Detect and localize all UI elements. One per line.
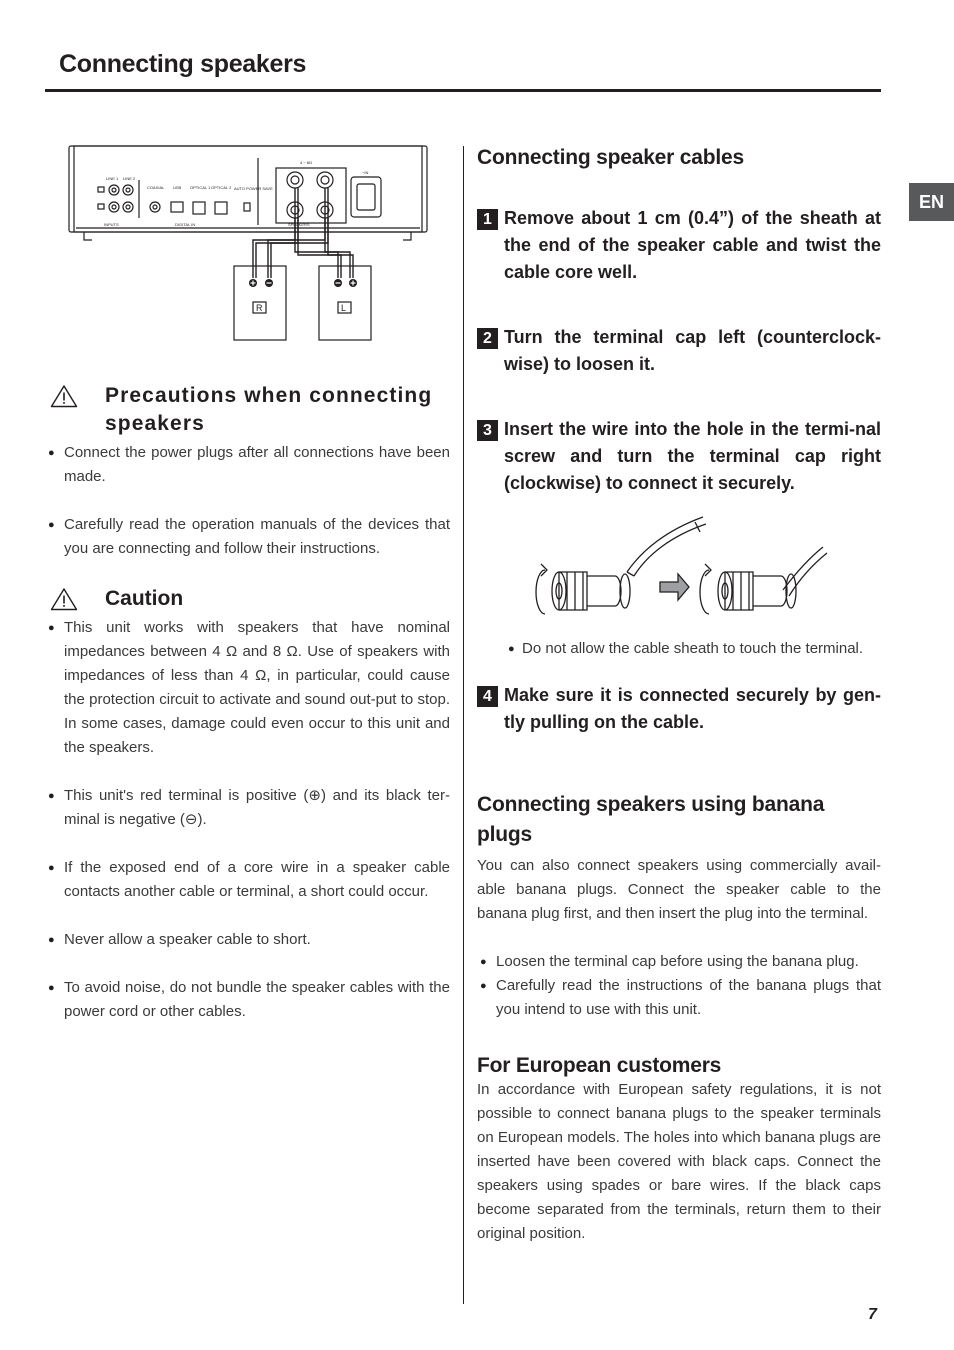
list-item: ● Carefully read the operation manuals of the devices that you are connecting and follow their instructions. xyxy=(48,513,450,561)
svg-text:OPTICAL 1: OPTICAL 1 xyxy=(190,185,211,190)
step-number: 1 xyxy=(477,209,498,230)
step-3 xyxy=(477,416,881,497)
banana-plugs-text: You can also connect speakers using commercially avail-able banana plugs. Connect the speaker cable to the banana plug first, and then insert the plug into the terminal. xyxy=(477,857,881,922)
european-customers-heading: For European customers xyxy=(477,1054,722,1077)
svg-text:SPEAKERS: SPEAKERS xyxy=(288,222,310,227)
list-item: ● Connect the power plugs after all connections have been made. xyxy=(48,441,450,489)
svg-text:INPUTS: INPUTS xyxy=(104,222,119,227)
caution-header xyxy=(48,585,450,613)
svg-text:LINE 2: LINE 2 xyxy=(123,176,136,181)
svg-text:L: L xyxy=(341,303,347,313)
list-item: ● Loosen the terminal cap before using the banana plug. xyxy=(480,950,881,974)
step-text: Insert the wire into the hole in the termi-nal screw and turn the terminal cap right (clockwise) to connect it securely. xyxy=(504,419,881,493)
step-number: 4 xyxy=(477,686,498,707)
step-4 xyxy=(477,682,881,736)
caution-list xyxy=(48,616,450,1024)
list-item: ● Carefully read the instructions of the banana plugs that you intend to use with this unit. xyxy=(480,974,881,1022)
step-number: 3 xyxy=(477,420,498,441)
banana-plugs-heading: Connecting speakers using banana plugs xyxy=(477,793,825,846)
page-title: Connecting speakers xyxy=(59,50,307,78)
precautions-list xyxy=(48,441,450,561)
precautions-heading: Precautions when connecting speakers xyxy=(105,384,433,435)
svg-text:R: R xyxy=(256,303,263,313)
banana-plugs-list xyxy=(477,950,881,1022)
svg-text:AUTO POWER SAVE: AUTO POWER SAVE xyxy=(234,186,273,191)
column-divider xyxy=(463,146,464,1304)
list-item: ● This unit's red terminal is positive (⊕) and its black ter-minal is negative (⊖). xyxy=(48,784,450,832)
list-item: ● This unit works with speakers that have nominal impedances between 4 Ω and 8 Ω. Use of speakers with impedances of less than 4 Ω, in particular, could cause the protection circuit to activate and sound out-put to stop. In some cases, damage could even occur to this unit and the speakers. xyxy=(48,616,450,760)
list-item: ● If the exposed end of a core wire in a speaker cable contacts another cable or terminal, a short could occur. xyxy=(48,856,450,904)
warning-icon xyxy=(50,587,78,611)
step-text: Remove about 1 cm (0.4”) of the sheath at the end of the speaker cable and twist the cable core well. xyxy=(504,208,881,282)
list-item: ● To avoid noise, do not bundle the speaker cables with the power cord or other cables. xyxy=(48,976,450,1024)
right-column xyxy=(477,140,881,1246)
step-text: Turn the terminal cap left (counterclock-wise) to loosen it. xyxy=(504,327,881,374)
svg-text:COAXIAL: COAXIAL xyxy=(147,185,165,190)
rear-panel-diagram xyxy=(48,140,450,345)
step-text: Make sure it is connected securely by gen-tly pulling on the cable. xyxy=(504,685,881,732)
european-customers-text: In accordance with European safety regulations, it is not possible to connect banana plugs to the speaker terminals on European models. The holes into which banana plugs are inserted have been covered with black caps. Connect the speakers using spades or bare wires. If the black caps become separated from the terminals, return them to their original position. xyxy=(477,1081,881,1242)
list-item: ● Do not allow the cable sheath to touch the terminal. xyxy=(508,637,881,661)
page-number: 7 xyxy=(868,1306,877,1323)
warning-icon xyxy=(50,384,78,408)
svg-text:OPTICAL 2: OPTICAL 2 xyxy=(211,185,232,190)
step-number: 2 xyxy=(477,328,498,349)
svg-text:~IN: ~IN xyxy=(362,170,369,175)
language-tab: EN xyxy=(909,183,954,221)
caution-heading: Caution xyxy=(105,587,184,610)
list-item: ● Never allow a speaker cable to short. xyxy=(48,928,450,952)
svg-text:4 ~ 8Ω: 4 ~ 8Ω xyxy=(300,160,312,165)
left-column xyxy=(48,140,450,1048)
step-2 xyxy=(477,324,881,378)
step-1 xyxy=(477,205,881,286)
terminal-illustration xyxy=(477,510,881,635)
precautions-header xyxy=(48,382,450,438)
svg-text:LINE 1: LINE 1 xyxy=(106,176,119,181)
svg-text:DIGITAL IN: DIGITAL IN xyxy=(175,222,196,227)
step-3-note xyxy=(477,637,881,661)
svg-text:USB: USB xyxy=(173,185,182,190)
speaker-cables-heading: Connecting speaker cables xyxy=(477,146,744,169)
title-rule xyxy=(45,89,881,92)
